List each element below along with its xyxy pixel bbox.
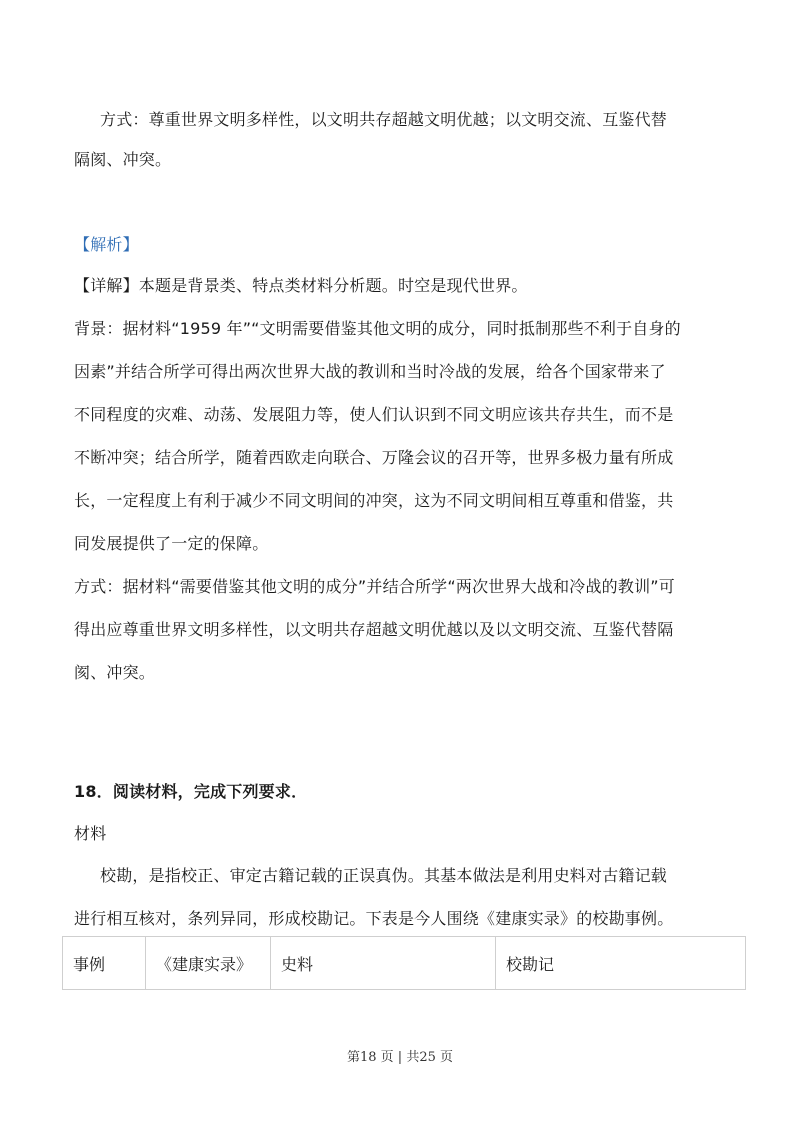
material-paragraph-line-2: 进行相互核对，条列异同，形成校勘记。下表是今人围绕《建康实录》的校勘事例。: [74, 909, 674, 928]
background-line-2: 因素”并结合所学可得出两次世界大战的教训和当时冷战的发展，给各个国家带来了: [74, 362, 666, 381]
method-line-2: 隔阂、冲突。: [74, 150, 172, 169]
analysis-method-line-2: 得出应尊重世界文明多样性，以文明共存超越文明优越以及以文明交流、互鉴代替隔: [74, 620, 674, 639]
table-header-cell: 史料: [271, 937, 496, 990]
background-line-4: 不断冲突；结合所学，随着西欧走向联合、万隆会议的召开等，世界多极力量有所成: [74, 448, 674, 467]
background-line-5: 长，一定程度上有利于减少不同文明间的冲突，这为不同文明间相互尊重和借鉴，共: [74, 491, 674, 510]
table-header-cell: 事例: [63, 937, 146, 990]
question-18-title: 18．阅读材料，完成下列要求．: [74, 782, 308, 801]
page-footer: 第18 页 | 共25 页: [347, 1050, 453, 1065]
table-header-cell: 校勘记: [496, 937, 746, 990]
analysis-label: 【解析】: [74, 235, 139, 254]
material-paragraph-line-1: 校勘，是指校正、审定古籍记载的正误真伪。其基本做法是利用史料对古籍记载: [100, 866, 668, 885]
method-line-1: 方式：尊重世界文明多样性，以文明共存超越文明优越；以文明交流、互鉴代替: [100, 110, 668, 129]
background-line-1: 背景：据材料“1959 年”“文明需要借鉴其他文明的成分，同时抵制那些不利于自身的: [74, 319, 681, 338]
background-line-3: 不同程度的灾难、动荡、发展阻力等，使人们认识到不同文明应该共存共生，而不是: [74, 405, 674, 424]
analysis-method-line-3: 阂、冲突。: [74, 663, 156, 682]
background-line-6: 同发展提供了一定的保障。: [74, 534, 269, 553]
table-header-cell: 《建康实录》: [146, 937, 271, 990]
analysis-detail: 【详解】本题是背景类、特点类材料分析题。时空是现代世界。: [74, 276, 528, 295]
table-header-row: [63, 937, 746, 990]
material-label: 材料: [74, 824, 107, 843]
analysis-method-line-1: 方式：据材料“需要借鉴其他文明的成分”并结合所学“两次世界大战和冷战的教训”可: [74, 577, 675, 596]
collation-table: [62, 936, 746, 990]
